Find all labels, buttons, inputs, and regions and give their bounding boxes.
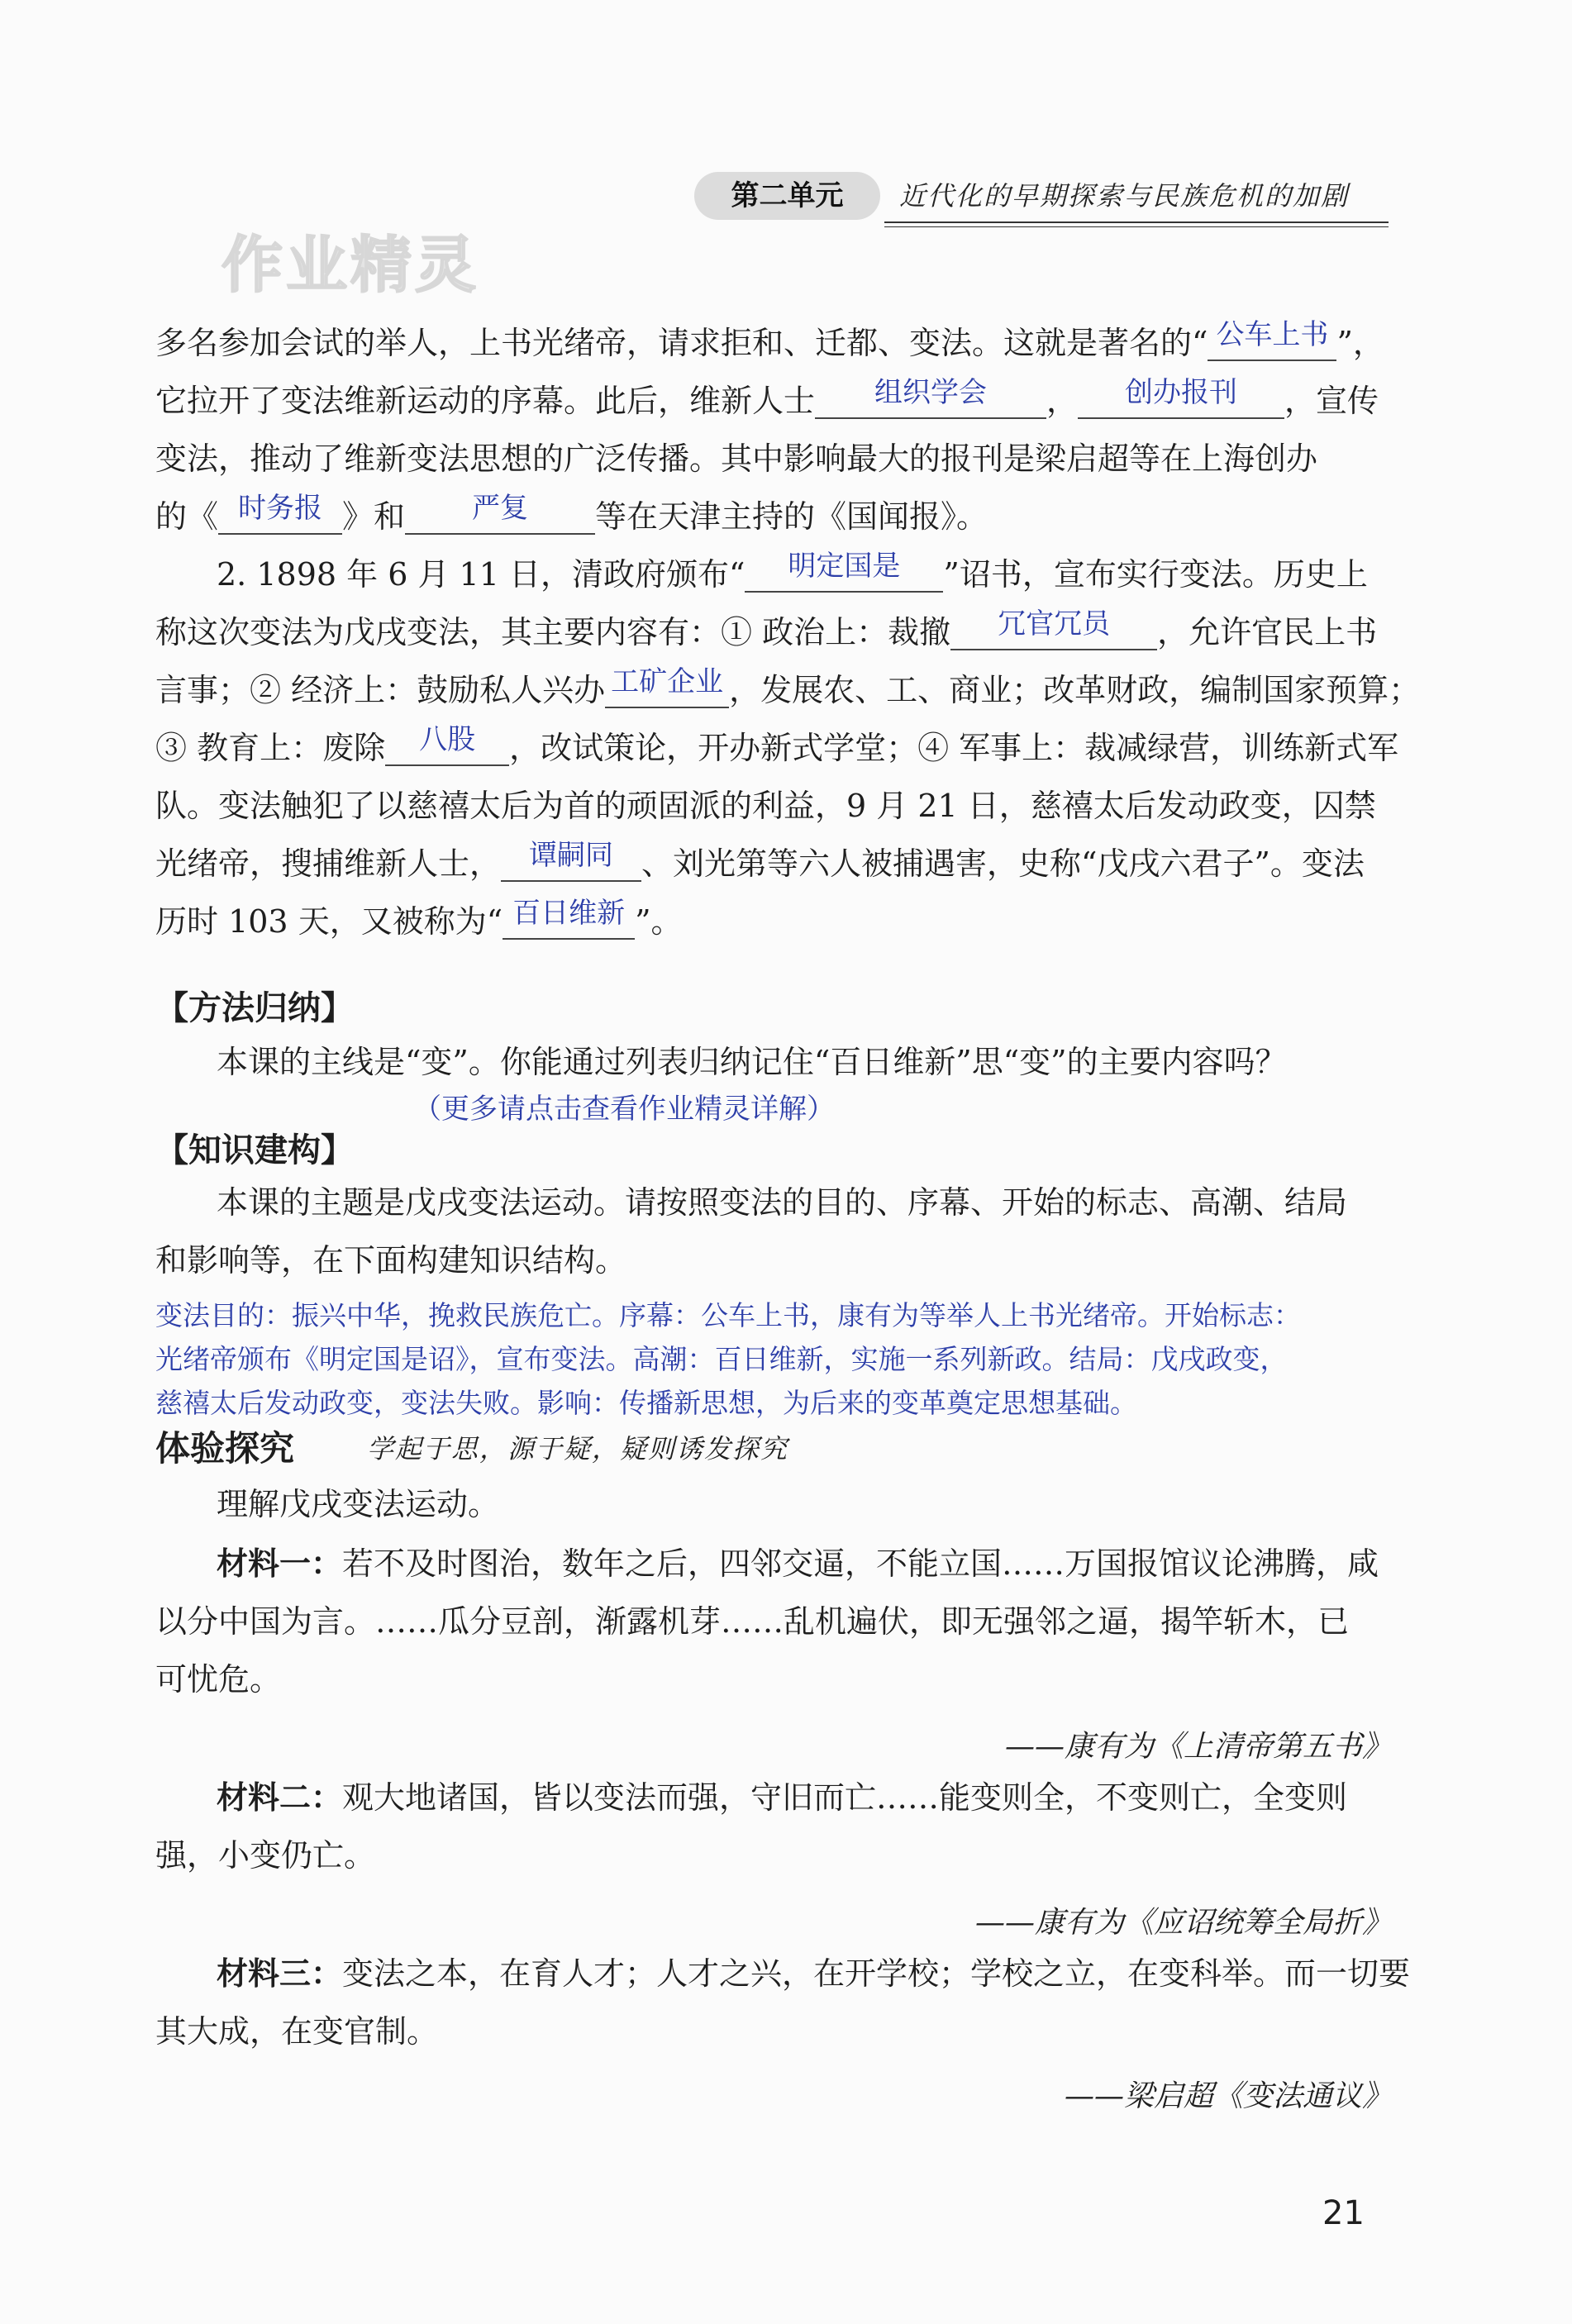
header-rule [884,221,1389,223]
answer-blank: 明定国是 [745,558,943,593]
method-heading: 【方法归纳】 [155,989,354,1027]
text-line: 历时 103 天，又被称为“ 百日维新 ”。 [155,897,683,940]
unit-subtitle: 近代化的早期探索与民族危机的加剧 [899,180,1350,212]
knowledge-answer: 变法目的：振兴中华，挽救民族危亡。序幕：公车上书，康有为等举人上书光绪帝。开始标志： [155,1299,1301,1331]
knowledge-answer: 光绪帝颁布《明定国是诏》，宣布变法。高潮：百日维新，实施一系列新政。结局：戊戌政变， [155,1343,1288,1375]
knowledge-heading: 【知识建构】 [155,1131,354,1169]
material-line: 材料三：变法之本，在育人才；人才之兴，在开学校；学校之立，在变科举。而一切要 [217,1955,1411,1992]
answer-blank: 工矿企业 [605,674,729,708]
answer-blank: 八股 [385,731,509,766]
material-source: ——梁启超《变法通议》 [1064,2079,1392,2113]
material-line: 材料一：若不及时图治，数年之后，四邻交逼，不能立国……万国报馆议论沸腾，咸 [217,1545,1379,1582]
text-line: 2. 1898 年 6 月 11 日，清政府颁布“ 明定国是 ”诏书，宣布实行变法。历史上 [217,550,1368,593]
answer-blank: 严复 [405,500,595,535]
answer-blank: 谭嗣同 [501,847,641,882]
answer-blank: 百日维新 [503,905,635,940]
text-line: 多名参加会试的举人，上书光绪帝，请求拒和、迁都、变法。这就是著名的“ 公车上书 ”， [155,318,1384,361]
material-source: ——康有为《上清帝第五书》 [1004,1730,1392,1764]
unit-label: 第二单元 [694,172,880,220]
material-line: 材料二：观大地诸国，皆以变法而强，守旧而亡……能变则全，不变则亡，全变则 [217,1779,1348,1816]
material-source: ——康有为《应诏统筹全局折》 [974,1906,1392,1940]
text-line: ③ 教育上：废除 八股 ，改试策论，开办新式学堂；④ 军事上：裁减绿营，训练新式军 [155,723,1399,766]
method-text: 本课的主线是“变”。你能通过列表归纳记住“百日维新”思“变”的主要内容吗？ [217,1044,1287,1080]
explore-title: 体验探究 [155,1428,295,1469]
explore-intro: 理解戊戌变法运动。 [217,1486,500,1522]
text-line: 称这次变法为戊戌变法，其主要内容有：① 政治上：裁撤 冗官冗员 ，允许官民上书 [155,607,1378,650]
answer-blank: 冗官冗员 [950,616,1157,650]
material-line: 强，小变仍亡。 [155,1837,376,1874]
text-line: 言事；② 经济上：鼓励私人兴办 工矿企业 ，发展农、工、商业；改革财政，编制国家预算； [155,665,1421,708]
text-line: 队。变法触犯了以慈禧太后为首的顽固派的利益，9 月 21 日，慈禧太后发动政变，囚禁 [155,788,1376,824]
header-rule-thin [884,226,1389,227]
detail-link[interactable]: （更多请点击查看作业精灵详解） [413,1093,835,1126]
text-line: 变法，推动了维新变法思想的广泛传播。其中影响最大的报刊是梁启超等在上海创办 [155,441,1318,477]
answer-blank: 组织学会 [815,384,1046,419]
answer-blank: 创办报刊 [1078,384,1284,419]
material-line: 其大成，在变官制。 [155,2013,439,2050]
text-line: 的《 时务报 》和 严复 等在天津主持的《国闻报》。 [155,492,988,535]
page-number: 21 [1322,2194,1365,2232]
material-line: 以分中国为言。……瓜分豆剖，渐露机芽……乱机遍伏，即无强邻之逼，揭竿斩木，已 [155,1603,1350,1640]
page-header [694,172,1389,220]
material-line: 可忧危。 [155,1661,282,1698]
answer-blank: 时务报 [218,500,342,535]
answer-blank: 公车上书 [1208,326,1336,361]
knowledge-answer: 慈禧太后发动政变，变法失败。影响：传播新思想，为后来的变革奠定思想基础。 [155,1387,1137,1419]
text-line: 光绪帝，搜捕维新人士， 谭嗣同 、刘光第等六人被捕遇害，史称“戊戌六君子”。变法 [155,839,1365,882]
text-line: 它拉开了变法维新运动的序幕。此后，维新人士 组织学会 ， 创办报刊 ，宣传 [155,376,1379,419]
text-line: 和影响等，在下面构建知识结构。 [155,1242,627,1279]
text-line: 本课的主题是戊戌变法运动。请按照变法的目的、序幕、开始的标志、高潮、结局 [217,1184,1348,1221]
watermark-logo: 作业精灵 [222,230,479,301]
explore-subtitle: 学起于思，源于疑，疑则诱发探究 [367,1433,789,1464]
